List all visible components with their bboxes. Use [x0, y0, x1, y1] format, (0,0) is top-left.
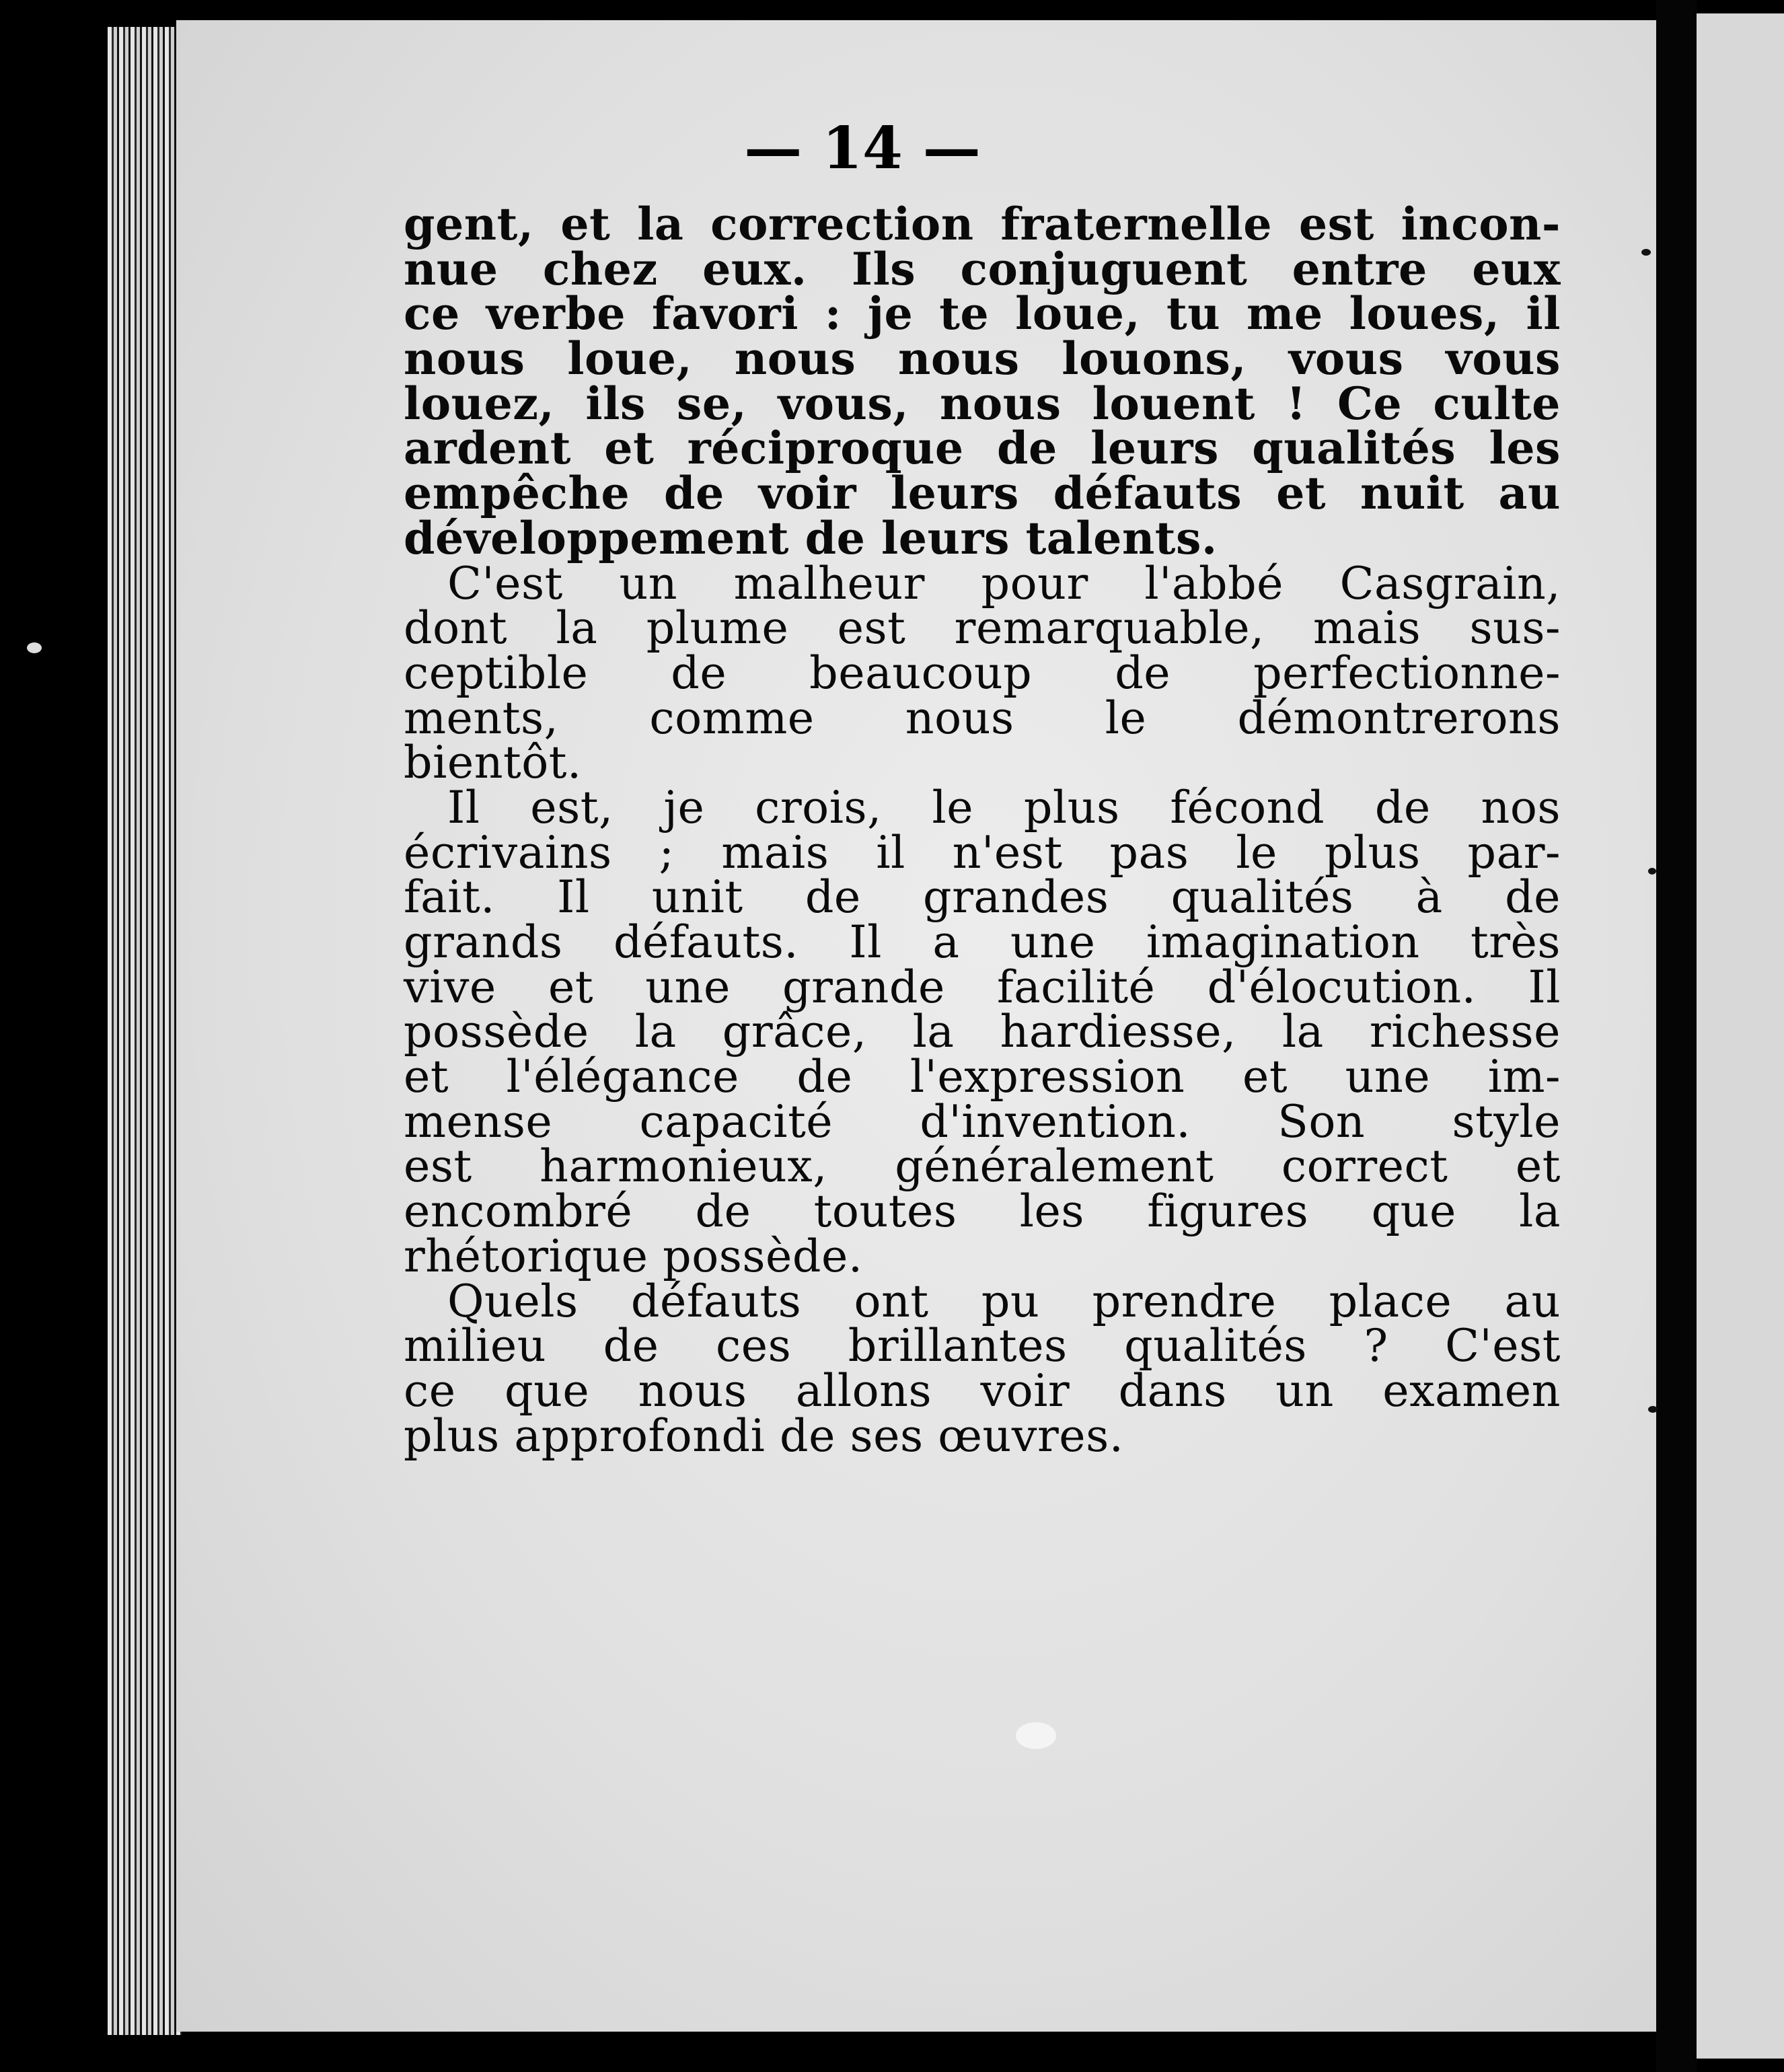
text-line: ardent et réciproque de leurs qualités les — [404, 422, 1561, 475]
text-line: fait. Il unit de grandes qualités à de — [404, 871, 1561, 924]
text-line: louez, ils se, vous, nous louent ! Ce culte — [404, 377, 1561, 430]
book-spine — [1656, 0, 1697, 2072]
text-line: mense capacité d'invention. Son style — [404, 1095, 1561, 1148]
text-line: dont la plume est remarquable, mais sus- — [404, 601, 1561, 655]
paragraph-4 — [404, 1274, 1561, 1462]
text-line: ments, comme nous le démontrerons — [404, 691, 1561, 744]
text-line: est harmonieux, généralement correct et — [404, 1140, 1561, 1193]
text-line: grands défauts. Il a une imagination très — [404, 916, 1561, 968]
text-line: nue chez eux. Ils conjuguent entre eux — [404, 242, 1561, 295]
paragraph-2 — [404, 556, 1561, 789]
ink-speck — [27, 642, 42, 653]
text-line: développement de leurs talents. — [404, 511, 1218, 564]
text-line: écrivains ; mais il n'est pas le plus par- — [404, 825, 1561, 879]
text-line: ce que nous allons voir dans un examen — [404, 1364, 1561, 1417]
page-number: — 14 — — [744, 114, 981, 182]
paragraph-3 — [404, 780, 1561, 1282]
text-line: C'est un malheur pour l'abbé Casgrain, — [447, 556, 1561, 609]
text-line: encombré de toutes les figures que la — [404, 1185, 1561, 1238]
text-line: gent, et la correction fraternelle est incon- — [404, 198, 1561, 250]
text-line: milieu de ces brillantes qualités ? C'est — [404, 1319, 1561, 1372]
paragraph-1 — [404, 198, 1561, 564]
text-line: plus approfondi de ses œuvres. — [404, 1409, 1124, 1462]
text-line: vive et une grande facilité d'élocution. Il — [404, 960, 1561, 1013]
text-line: ceptible de beaucoup de perfectionne- — [404, 646, 1561, 699]
ink-speck — [1641, 249, 1651, 256]
book-page-edges — [108, 27, 182, 2035]
ink-speck — [1648, 1406, 1658, 1413]
text-line: Il est, je crois, le plus fécond de nos — [447, 780, 1561, 834]
text-line: nous loue, nous nous louons, vous vous — [404, 332, 1561, 385]
text-line: ce verbe favori : je te loue, tu me loues, il — [404, 287, 1561, 340]
text-line: et l'élégance de l'expression et une im- — [404, 1050, 1561, 1103]
text-line: possède la grâce, la hardiesse, la richesse — [404, 1005, 1561, 1058]
text-line: bientôt. — [404, 736, 582, 789]
body-text — [404, 198, 1561, 1462]
text-line: Quels défauts ont pu prendre place au — [447, 1274, 1561, 1327]
ink-speck — [1016, 1722, 1056, 1749]
text-line: rhétorique possède. — [404, 1229, 863, 1282]
ink-speck — [1648, 868, 1656, 875]
facing-page-edge — [1697, 13, 1784, 2059]
text-line: empêche de voir leurs défauts et nuit au — [404, 467, 1561, 520]
